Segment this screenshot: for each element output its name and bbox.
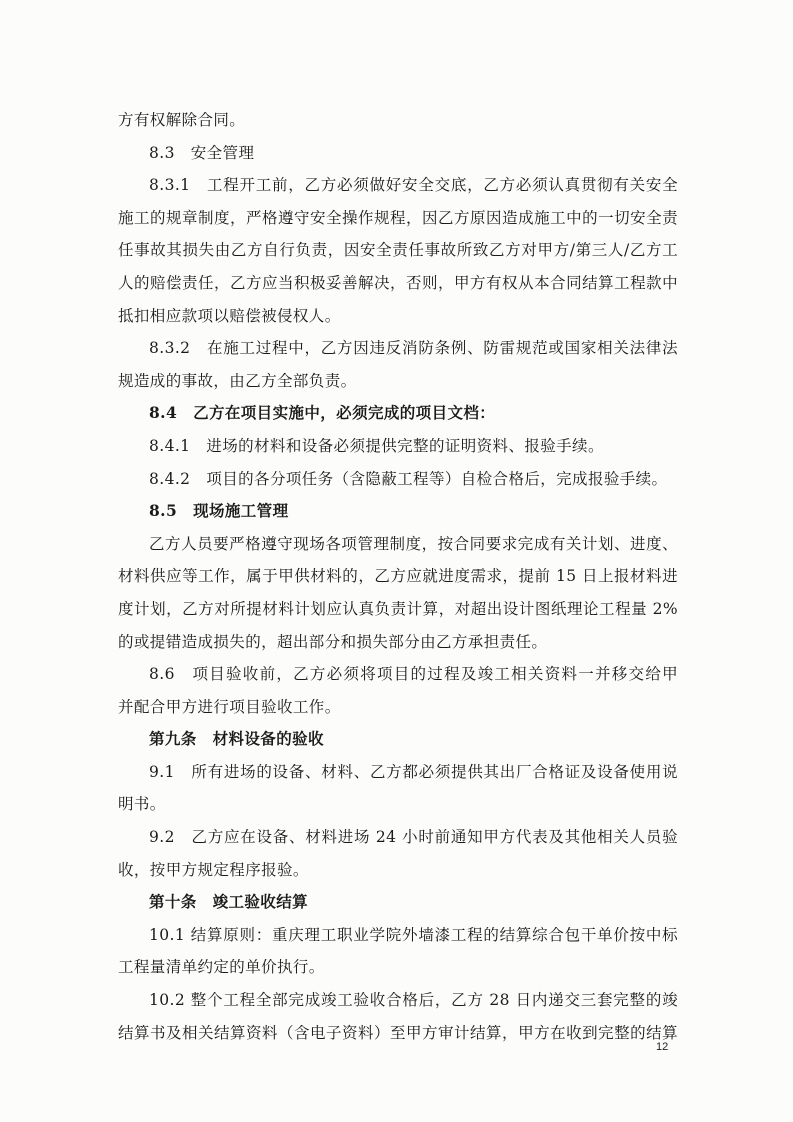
page-number: 12 [656, 1041, 669, 1053]
text-line: 8.6 项目验收前，乙方必须将项目的过程及竣工相关资料一并移交给甲 [149, 665, 678, 684]
text-line: 乙方人员要严格遵守现场各项管理制度，按合同要求完成有关计划、进度、 [149, 534, 678, 553]
text-line: 收，按甲方规定程序报验。 [118, 860, 309, 879]
text-line: 度计划，乙方对所提材料计划应认真负责计算，对超出设计图纸理论工程量 2% [118, 599, 678, 618]
text-line: 并配合甲方进行项目验收工作。 [118, 697, 341, 716]
text-line: 任事故其损失由乙方自行负责，因安全责任事故所致乙方对甲方/第三人/乙方工 [118, 241, 678, 260]
text-line: 8.4.1 进场的材料和设备必须提供完整的证明资料、报验手续。 [149, 436, 604, 455]
text-line: 9.2 乙方应在设备、材料进场 24 小时前通知甲方代表及其他相关人员验 [149, 828, 678, 847]
document-body [118, 104, 678, 1049]
text-line: 9.1 所有进场的设备、材料、乙方都必须提供其出厂合格证及设备使用说 [149, 762, 678, 781]
text-line: 8.3.2 在施工过程中，乙方因违反消防条例、防雷规范或国家相关法律法 [149, 339, 678, 358]
text-line: 8.3.1 工程开工前，乙方必须做好安全交底，乙方必须认真贯彻有关安全 [149, 176, 678, 195]
article-heading: 第十条 竣工验收结算 [149, 892, 309, 912]
section-heading: 8.4 乙方在项目实施中，必须完成的项目文档： [149, 403, 496, 423]
article-heading: 第九条 材料设备的验收 [149, 729, 324, 749]
text-line: 材料供应等工作，属于甲供材料的，乙方应就进度需求，提前 15 日上报材料进 [118, 567, 678, 586]
text-line: 8.4.2 项目的各分项任务（含隐蔽工程等）自检合格后，完成报验手续。 [149, 469, 668, 488]
text-line: 抵扣相应款项以赔偿被侵权人。 [118, 306, 341, 325]
text-line: 方有权解除合同。 [118, 111, 246, 129]
text-line: 10.2 整个工程全部完成竣工验收合格后，乙方 28 日内递交三套完整的竣 [149, 991, 678, 1010]
text-line: 规造成的事故，由乙方全部负责。 [118, 371, 357, 390]
text-line: 明书。 [118, 795, 166, 814]
text-line: 施工的规章制度，严格遵守安全操作规程，因乙方原因造成施工中的一切安全责 [118, 208, 678, 227]
section-heading: 8.5 现场施工管理 [149, 501, 289, 521]
text-line: 10.1 结算原则：重庆理工职业学院外墙漆工程的结算综合包干单价按中标 [149, 925, 678, 944]
section-heading: 8.3 安全管理 [149, 143, 255, 162]
text-line: 工程量清单约定的单价执行。 [118, 958, 325, 977]
text-line: 结算书及相关结算资料（含电子资料）至甲方审计结算，甲方在收到完整的结算 [118, 1023, 678, 1042]
text-line: 人的赔偿责任，乙方应当积极妥善解决，否则，甲方有权从本合同结算工程款中 [118, 273, 678, 292]
text-line: 的或提错造成损失的，超出部分和损失部分由乙方承担责任。 [118, 632, 548, 651]
